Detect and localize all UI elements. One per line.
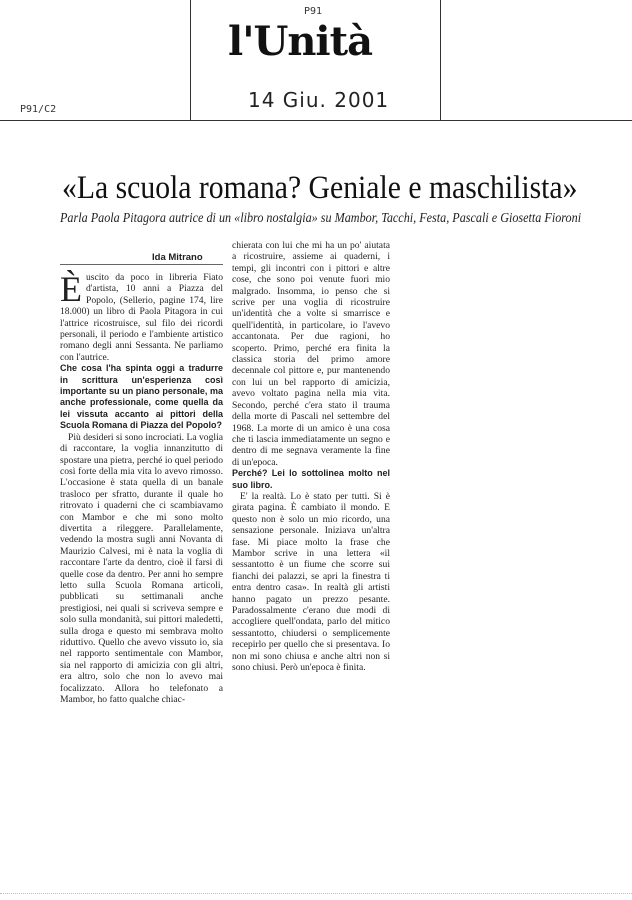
byline-rule <box>60 264 223 265</box>
article-subheadline: Parla Paola Pitagora autrice di un «libro nostalgia» su Mambor, Tacchi, Festa, Pascali e Giosetta Fioroni <box>60 210 582 225</box>
newspaper-header <box>0 0 632 122</box>
article-column-2 <box>232 240 390 673</box>
article-headline: «La scuola romana? Geniale e maschilista» <box>62 170 578 206</box>
scan-edge <box>0 889 632 894</box>
answer-1-part-1: Più desideri si sono incrociati. La voglia di raccontare, la voglia innanzitutto di spostare una pietra, perché io quel periodo così forte della mia vita lo avevo rimosso. L'occasione è stata quella di un banale trasloco per sfratto, durante il quale ho ritrovato i quaderni che ci scambiavamo con Mambor e che mi sono molto divertita a rileggere. Parallelamente, vedendo la mostra sugli anni Novanta di Maurizio Calvesi, mi è nata la voglia di raccontare l'arte da dentro, cioè il farsi di quelle cose da dentro. Per anni ho sempre letto sulla Scuola Romana articoli, pubblicati su settimanali anche prestigiosi, nei quali si scriveva sempre e solo sulla mondanità, sui pittori maledetti, sulla droga e questo mi sembrava molto riduttivo. Quello che avevo vissuto io, sia nel rapporto sentimentale con Mambor, sia nel rapporto di amicizia con gli altri, era altro, solo che non lo avevo mai focalizzato. Allora ho telefonato a Mambor, ho fatto qualche chiac- <box>60 431 223 706</box>
drop-cap: È <box>60 269 82 309</box>
header-divider-right <box>440 0 441 120</box>
publication-date: 14 Giu. 2001 <box>248 88 390 112</box>
page-code-top: P91 <box>304 6 323 17</box>
answer-2: E' la realtà. Lo è stato per tutti. Si è girata pagina. È cambiato il mondo. E questo non è solo un mio ricordo, una sensazione personale. Iniziava un'altra fase. Mi piace molto la frase che Mambor scrive in una lettera «il sessantotto è un fiume che scorre sui fianchi dei palazzi, se apri la finestra ti entra dentro casa». In realtà gli artisti hanno pagato un prezzo pesante. Paradossalmente c'erano due modi di accogliere quell'ondata, parlo del mitico sessantotto, chiudersi o semplicemente recepirlo per quello che si presentava. Io non mi sono chiusa e anche altri non si sono chiusi. Però un'epoca è finita. <box>232 490 390 674</box>
intro-paragraph <box>60 269 223 363</box>
intro-text: uscito da poco in libreria Fiato d'artista, 10 anni a Piazza del Popolo, (Sellerio, pagine 174, lire 18.000) un libro di Paola Pitagora in cui l'attrice ricostruisce, sul filo dei ricordi personali, il periodo e l'ambiente artistico romano degli anni Sessanta. Ne parliamo con l'autrice. <box>60 272 223 363</box>
newspaper-logo: l'Unità <box>228 18 372 65</box>
answer-1-part-2: chierata con lui che mi ha un po' aiutata a ricostruire, assieme ai quaderni, i tempi, gli incontri con i pittori e altre cose, che sono poi venute fuori mio malgrado. Insomma, io penso che si scrive per una voglia di ricostruire un'identità che a volte si smarrisce e quell'identità, in particolare, io l'avevo accantonata. Per due ragioni, ho scoperto. Primo, perché era finita la classica storia del primo amore decennale col pittore e, pur mantenendo con lui un bel rapporto di amicizia, avevo voltato pagina nella mia vita. Secondo, perché c'era stato il trauma della morte di Pascali nel settembre del 1968. La morte di un amico è una cosa che ti lascia immediatamente un segno e dentro di me segnava veramente la fine di un'epoca. <box>232 240 390 468</box>
page-code-left: P91/C2 <box>20 104 57 115</box>
header-divider-left <box>190 0 191 120</box>
question-2: Perché? Lei lo sottolinea molto nel suo libro. <box>232 468 390 490</box>
article-column-1 <box>60 269 223 706</box>
byline: Ida Mitrano <box>152 252 203 263</box>
header-rule <box>0 120 632 121</box>
question-1: Che cosa l'ha spinta oggi a tradurre in scrittura un'esperienza così importante su un piano personale, ma anche professionale, come quella da lei vissuta accanto ai pittori della Scuola Romana di Piazza del Popolo? <box>60 363 223 431</box>
